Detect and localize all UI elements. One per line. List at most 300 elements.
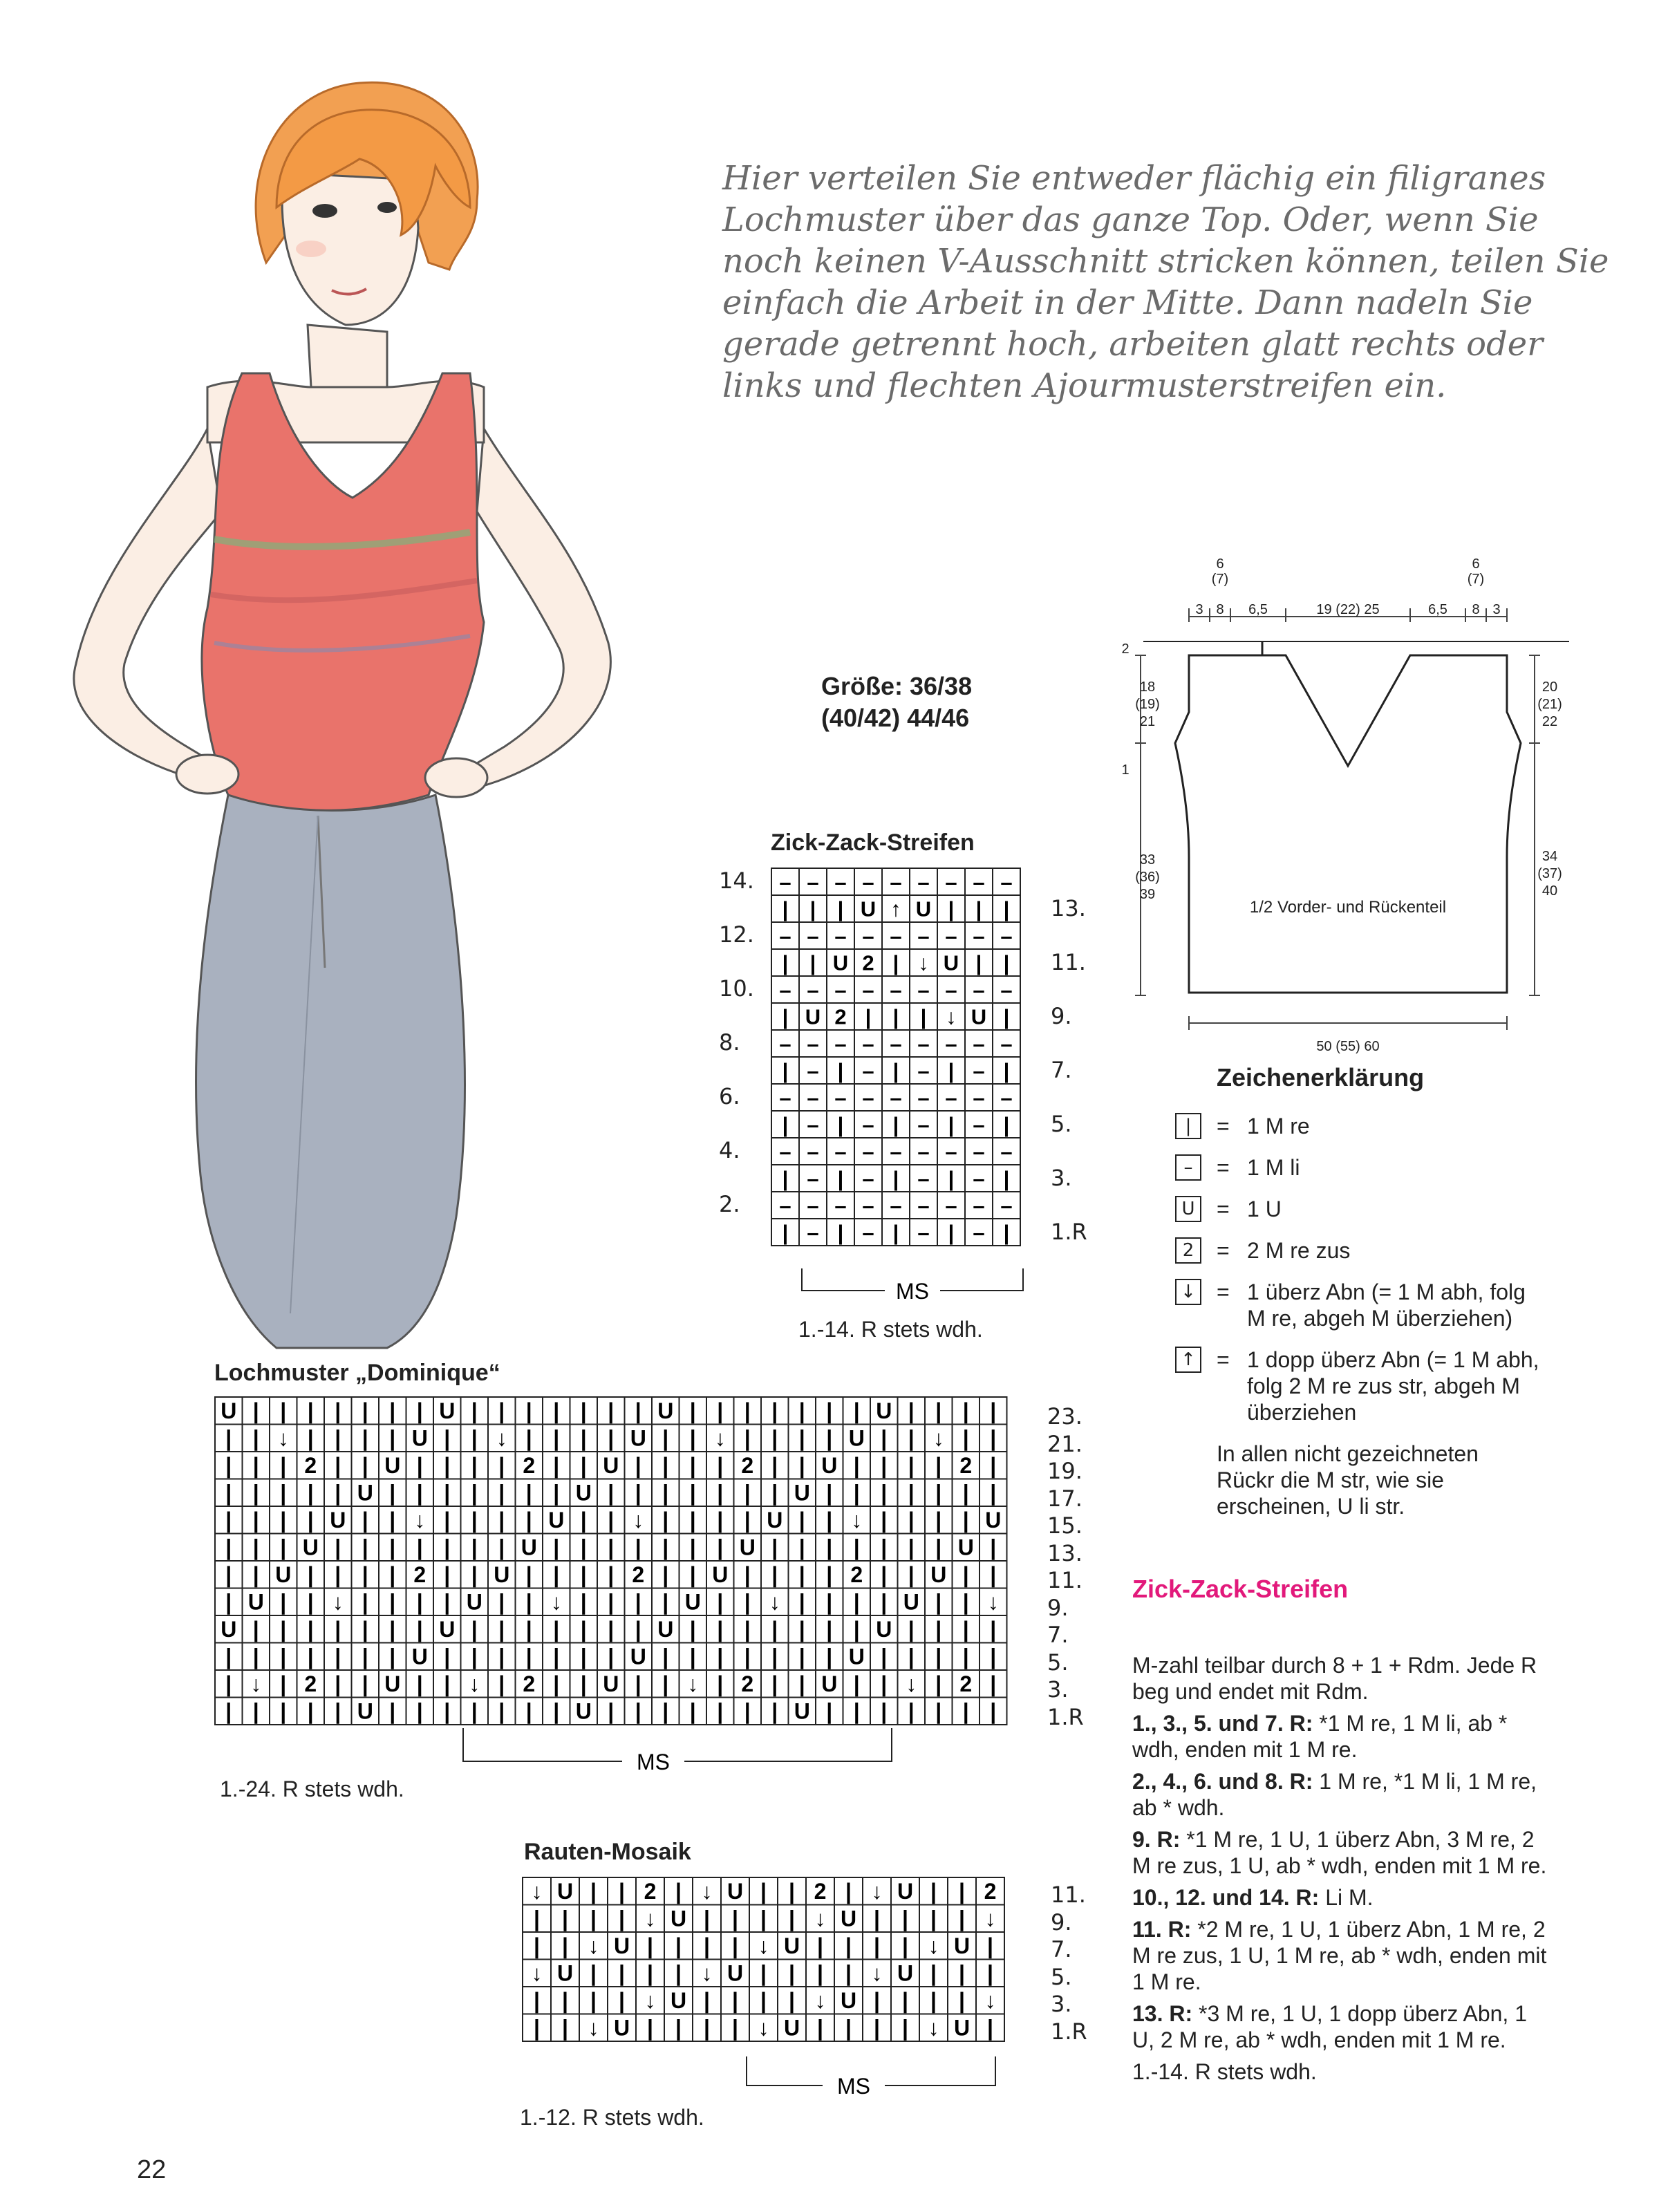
chart-symbol: U (556, 1960, 574, 1986)
chart-symbol: | (798, 1616, 805, 1642)
chart-symbol: | (498, 1644, 505, 1669)
chart-symbol: | (990, 1562, 997, 1587)
chart-symbol: | (1003, 1220, 1010, 1245)
chart-symbol: U (302, 1535, 319, 1560)
chart-symbol: | (335, 1698, 341, 1724)
legend-item: ↑ = 1 dopp überz Abn (= 1 M abh, folg 2 M re zus str, abgeh M überziehen (1175, 1347, 1548, 1425)
chart-symbol: ↓ (984, 1987, 996, 2013)
chart-symbol: U (439, 1398, 456, 1423)
chart-symbol: – (834, 977, 847, 1002)
chart-symbol: U (548, 1507, 565, 1533)
chart-symbol: U (832, 950, 849, 975)
chart-symbol: | (580, 1452, 587, 1478)
chart-symbol: | (225, 1644, 232, 1669)
chart-symbol: – (973, 1193, 985, 1218)
chart-symbol: | (987, 1933, 993, 1958)
chart-symbol: – (945, 1139, 957, 1164)
chart-symbol: 2 (523, 1671, 536, 1696)
loch-right-label: 5. (1047, 1649, 1069, 1676)
chart-symbol: U (411, 1644, 428, 1669)
knit-stitch-icon: | (1175, 1113, 1201, 1139)
chart-symbol: – (917, 977, 930, 1002)
loch-right-label: 9. (1047, 1594, 1069, 1621)
chart-symbol: | (553, 1616, 560, 1642)
chart-symbol: | (962, 1698, 969, 1724)
chart-symbol: – (862, 1193, 874, 1218)
chart-symbol: | (225, 1507, 232, 1533)
chart-symbol: 2 (741, 1671, 754, 1696)
chart-symbol: | (580, 1671, 587, 1696)
chart-symbol: | (853, 1616, 860, 1642)
chart-symbol: – (973, 977, 985, 1002)
chart-symbol: ↓ (851, 1507, 863, 1533)
chart-symbol: | (562, 1906, 568, 1931)
chart-symbol: | (525, 1507, 532, 1533)
chart-symbol: | (675, 1960, 682, 1986)
chart-symbol: | (990, 1535, 997, 1560)
legend-text: 1 M li (1247, 1155, 1300, 1180)
chart-symbol: | (782, 1166, 789, 1191)
chart-symbol: | (580, 1616, 587, 1642)
chart-symbol: | (444, 1452, 451, 1478)
chart-symbol: – (1000, 1085, 1013, 1110)
chart-symbol: | (280, 1535, 287, 1560)
chart-symbol: – (945, 1193, 957, 1218)
chart-symbol: – (779, 870, 791, 894)
chart-symbol: | (362, 1452, 368, 1478)
chart-symbol: – (779, 1193, 791, 1218)
chart-symbol: | (798, 1671, 805, 1696)
zick-right-label: 13. (1051, 895, 1086, 921)
chart-symbol: | (902, 1987, 908, 2013)
raut-ms-bracket (740, 2056, 1002, 2098)
chart-symbol: | (853, 1535, 860, 1560)
row-text: *3 M re, 1 U, 1 dopp überz Abn, 1 U, 2 M re, ab * wdh, enden mit 1 M re. (1132, 2001, 1527, 2052)
chart-symbol: ↓ (906, 1671, 917, 1696)
chart-symbol: | (662, 1644, 669, 1669)
chart-symbol: | (225, 1480, 232, 1506)
chart-symbol: 2 (644, 1878, 657, 1904)
chart-symbol: | (225, 1698, 232, 1724)
chart-symbol: U (848, 1425, 865, 1451)
zick-left-label: 8. (719, 1029, 740, 1056)
chart-symbol: | (525, 1480, 532, 1506)
chart-symbol: – (890, 977, 902, 1002)
page-number: 22 (137, 2155, 167, 2184)
chart-symbol: – (834, 1139, 847, 1164)
chart-symbol: | (525, 1698, 532, 1724)
chart-symbol: | (534, 2015, 540, 2041)
chart-symbol: U (821, 1671, 838, 1696)
chart-symbol: | (948, 1058, 955, 1083)
chart-symbol: U (613, 2015, 630, 2041)
instruction-row (1132, 2000, 1547, 2053)
purl-stitch-icon: – (1175, 1154, 1201, 1181)
chart-symbol: U (357, 1698, 373, 1724)
chart-symbol: | (252, 1452, 259, 1478)
chart-symbol: – (1000, 870, 1013, 894)
chart-symbol: | (760, 1987, 767, 2013)
chart-symbol: | (662, 1425, 669, 1451)
chart-symbol: | (837, 897, 844, 921)
chart-symbol: | (335, 1616, 341, 1642)
row-text: *1 M re, 1 M li, ab * wdh, enden mit 1 M re. (1132, 1711, 1508, 1762)
chart-symbol: | (959, 1906, 965, 1931)
chart-symbol: | (744, 1589, 751, 1615)
chart-symbol: | (717, 1398, 724, 1423)
chart-symbol: | (782, 1058, 789, 1083)
chart-symbol: | (471, 1535, 478, 1560)
chart-symbol: | (990, 1616, 997, 1642)
chart-symbol: | (389, 1507, 396, 1533)
chart-symbol: ↓ (928, 1933, 939, 1958)
chart-symbol: | (498, 1589, 505, 1615)
chart-symbol: ↓ (632, 1507, 644, 1533)
chart-symbol: | (987, 2015, 993, 2041)
raut-right-label: 5. (1051, 1963, 1072, 1990)
chart-symbol: U (840, 1906, 857, 1931)
chart-symbol: | (280, 1452, 287, 1478)
instructions-title: Zick-Zack-Streifen (1132, 1575, 1349, 1603)
chart-symbol: | (416, 1589, 423, 1615)
chart-symbol: U (275, 1562, 292, 1587)
chart-symbol: U (575, 1480, 592, 1506)
chart-symbol: U (727, 1878, 744, 1904)
chart-symbol: | (930, 1906, 937, 1931)
chart-symbol: | (908, 1398, 915, 1423)
chart-symbol: U (971, 1004, 987, 1029)
chart-symbol: | (760, 1906, 767, 1931)
chart-symbol: | (471, 1480, 478, 1506)
chart-symbol: | (553, 1480, 560, 1506)
chart-symbol: ↓ (469, 1671, 480, 1696)
chart-symbol: U (794, 1480, 810, 1506)
chart-symbol: | (608, 1480, 615, 1506)
loch-right-labels (1047, 1403, 1096, 1731)
chart-symbol: | (962, 1480, 969, 1506)
chart-symbol: | (280, 1644, 287, 1669)
chart-symbol: U (957, 1535, 974, 1560)
zick-left-label: 14. (719, 868, 754, 894)
chart-symbol: | (771, 1562, 778, 1587)
chart-symbol: U (953, 1933, 971, 1958)
raut-ms-label: MS (837, 2074, 870, 2099)
chart-symbol: | (280, 1698, 287, 1724)
schem-panel-label: 1/2 Vorder- und Rückenteil (1249, 898, 1447, 917)
chart-symbol: | (975, 950, 982, 975)
chart-symbol: U (739, 1535, 756, 1560)
chart-symbol: – (973, 924, 985, 948)
schem-left-39: 39 (1139, 887, 1156, 902)
chart-symbol: – (917, 1193, 930, 1218)
chart-symbol: | (362, 1507, 368, 1533)
chart-symbol: | (789, 1987, 795, 2013)
loch-right-label: 11. (1047, 1567, 1082, 1593)
chart-symbol: | (935, 1398, 942, 1423)
chart-symbol: | (853, 1671, 860, 1696)
chart-symbol: | (662, 1452, 669, 1478)
zick-right-labels (1051, 895, 1099, 1273)
chart-symbol: 2 (834, 1004, 847, 1029)
chart-symbol: ↓ (644, 1987, 656, 2013)
zick-ms-label: MS (896, 1279, 929, 1304)
chart-symbol: U (221, 1616, 237, 1642)
raut-repeat-note: 1.-12. R stets wdh. (520, 2105, 704, 2130)
chart-symbol: | (935, 1480, 942, 1506)
chart-symbol: U (575, 1698, 592, 1724)
schem-top-7b: (7) (1467, 572, 1485, 587)
row-text: 1 M re, *1 M li, 1 M re, ab * wdh. (1132, 1769, 1537, 1820)
chart-symbol: – (779, 1031, 791, 1056)
zick-left-label: 4. (719, 1137, 740, 1163)
chart-symbol: | (892, 1220, 899, 1245)
chart-symbol: – (862, 1112, 874, 1137)
chart-symbol: | (1003, 897, 1010, 921)
instruction-row (1132, 1768, 1547, 1821)
chart-symbol: | (416, 1535, 423, 1560)
chart-symbol: | (826, 1616, 833, 1642)
chart-symbol: | (704, 1987, 710, 2013)
chart-symbol: – (862, 870, 874, 894)
chart-symbol: U (985, 1507, 1002, 1533)
instruction-row (1132, 1826, 1547, 1879)
chart-symbol: | (782, 1220, 789, 1245)
chart-symbol: | (635, 1616, 641, 1642)
chart-symbol: – (807, 1220, 819, 1245)
chart-symbol: | (853, 1480, 860, 1506)
chart-symbol: – (945, 924, 957, 948)
chart-symbol: ↓ (701, 1878, 713, 1904)
chart-symbol: – (1000, 1139, 1013, 1164)
chart-symbol: | (498, 1452, 505, 1478)
chart-symbol: ↓ (414, 1507, 426, 1533)
chart-symbol: | (902, 1906, 908, 1931)
chart-symbol: | (498, 1616, 505, 1642)
chart-symbol: | (771, 1398, 778, 1423)
chart-symbol: | (935, 1644, 942, 1669)
chart-symbol: | (744, 1562, 751, 1587)
chart-symbol: | (826, 1507, 833, 1533)
chart-symbol: | (892, 950, 899, 975)
chart-symbol: U (727, 1960, 744, 1986)
schem-top-65b: 6,5 (1428, 602, 1447, 617)
chart-symbol: | (962, 1507, 969, 1533)
chart-symbol: | (892, 1112, 899, 1137)
chart-symbol: | (389, 1480, 396, 1506)
chart-symbol: | (826, 1398, 833, 1423)
chart-symbol: | (389, 1644, 396, 1669)
chart-symbol: ↓ (714, 1425, 726, 1451)
schem-left-2: 2 (1121, 641, 1130, 657)
row-label: 1., 3., 5. und 7. R: (1132, 1711, 1313, 1736)
zick-left-labels (719, 868, 760, 1245)
chart-symbol: U (794, 1698, 810, 1724)
schem-left-18: 18 (1139, 679, 1156, 695)
chart-symbol: – (973, 1139, 985, 1164)
chart-symbol: | (252, 1562, 259, 1587)
instructions-intro: M-zahl teilbar durch 8 + 1 + Rdm. Jede R beg und endet mit Rdm. (1132, 1653, 1537, 1704)
chart-symbol: | (908, 1698, 915, 1724)
chart-symbol: | (744, 1480, 751, 1506)
chart-symbol: U (805, 1004, 821, 1029)
zick-left-label: 2. (719, 1191, 740, 1217)
chart-symbol: | (647, 1960, 653, 1986)
chart-symbol: | (307, 1507, 314, 1533)
chart-symbol: | (744, 1507, 751, 1533)
zick-right-label: 3. (1051, 1165, 1072, 1191)
chart-symbol: | (908, 1535, 915, 1560)
chart-symbol: | (959, 1987, 965, 2013)
chart-symbol: | (744, 1616, 751, 1642)
chart-symbol: | (335, 1562, 341, 1587)
chart-symbol: | (948, 1112, 955, 1137)
chart-symbol: | (744, 1698, 751, 1724)
chart-symbol: U (897, 1878, 914, 1904)
chart-symbol: ↓ (984, 1906, 996, 1931)
chart-symbol: | (771, 1452, 778, 1478)
chart-symbol: | (782, 950, 789, 975)
chart-symbol: | (590, 1878, 597, 1904)
chart-symbol: | (307, 1589, 314, 1615)
chart-symbol: | (662, 1671, 669, 1696)
chart-symbol: – (862, 1058, 874, 1083)
chart-symbol: U (603, 1671, 619, 1696)
chart-symbol: – (973, 1031, 985, 1056)
chart-symbol: | (335, 1425, 341, 1451)
chart-symbol: | (744, 1398, 751, 1423)
chart-symbol: | (580, 1535, 587, 1560)
chart-symbol: | (471, 1562, 478, 1587)
chart-symbol: | (252, 1698, 259, 1724)
chart-symbol: | (826, 1589, 833, 1615)
chart-symbol: U (221, 1398, 237, 1423)
chart-symbol: | (498, 1671, 505, 1696)
chart-symbol: | (225, 1535, 232, 1560)
row-text: *2 M re, 1 U, 1 überz Abn, 1 M re, 2 M re zus, 1 U, 1 M re, ab * wdh, enden mit 1 M re. (1132, 1917, 1547, 1994)
loch-right-label: 15. (1047, 1512, 1082, 1539)
chart-symbol: | (647, 2015, 653, 2041)
chart-symbol: | (948, 1220, 955, 1245)
chart-symbol: | (608, 1507, 615, 1533)
chart-symbol: | (553, 1671, 560, 1696)
rauten-title: Rauten-Mosaik (524, 1839, 691, 1865)
chart-symbol: | (959, 1960, 965, 1986)
chart-symbol: | (771, 1644, 778, 1669)
chart-symbol: U (494, 1562, 510, 1587)
chart-symbol: | (948, 897, 955, 921)
chart-symbol: | (990, 1398, 997, 1423)
chart-symbol: | (416, 1671, 423, 1696)
chart-symbol: – (779, 977, 791, 1002)
chart-symbol: | (525, 1589, 532, 1615)
chart-symbol: | (608, 1616, 615, 1642)
chart-symbol: | (608, 1535, 615, 1560)
chart-symbol: – (890, 870, 902, 894)
chart-symbol: | (935, 1698, 942, 1724)
chart-symbol: | (990, 1452, 997, 1478)
chart-symbol: | (962, 1644, 969, 1669)
chart-symbol: U (943, 950, 959, 975)
chart-symbol: 2 (304, 1452, 317, 1478)
chart-symbol: | (704, 1906, 710, 1931)
chart-symbol: | (689, 1425, 696, 1451)
schem-top-3a: 3 (1195, 602, 1203, 617)
chart-symbol: | (647, 1933, 653, 1958)
schem-left-21: 21 (1139, 714, 1156, 729)
chart-symbol: – (807, 977, 819, 1002)
chart-symbol: | (809, 897, 816, 921)
size-line-1: Größe: 36/38 (821, 672, 973, 700)
chart-symbol: U (930, 1562, 947, 1587)
chart-symbol: | (920, 1004, 927, 1029)
chart-symbol: – (890, 924, 902, 948)
rauten-chart-grid (522, 1877, 1033, 2056)
chart-symbol: | (662, 1535, 669, 1560)
chart-symbol: ↓ (531, 1878, 543, 1904)
chart-symbol: | (962, 1425, 969, 1451)
chart-symbol: – (973, 870, 985, 894)
chart-symbol: | (760, 1878, 767, 1904)
chart-symbol: | (845, 1960, 852, 1986)
schem-right-40: 40 (1541, 883, 1558, 899)
chart-symbol: 2 (959, 1452, 973, 1478)
chart-symbol: | (416, 1616, 423, 1642)
chart-symbol: | (662, 1589, 669, 1615)
chart-symbol: | (362, 1398, 368, 1423)
size-line-2: (40/42) 44/46 (821, 704, 970, 732)
chart-symbol: – (945, 977, 957, 1002)
chart-symbol: | (389, 1425, 396, 1451)
chart-symbol: | (789, 1878, 795, 1904)
chart-symbol: ↓ (814, 1906, 826, 1931)
chart-symbol: | (874, 1987, 880, 2013)
chart-symbol: | (935, 1535, 942, 1560)
chart-symbol: – (834, 870, 847, 894)
chart-symbol: – (807, 1085, 819, 1110)
chart-symbol: | (389, 1698, 396, 1724)
chart-symbol: | (689, 1616, 696, 1642)
chart-symbol: | (717, 1452, 724, 1478)
chart-symbol: | (525, 1398, 532, 1423)
chart-symbol: ↓ (871, 1878, 883, 1904)
chart-symbol: | (789, 1960, 795, 1986)
chart-symbol: | (845, 1933, 852, 1958)
zick-chart-title: Zick-Zack-Streifen (771, 830, 975, 856)
chart-symbol: | (252, 1480, 259, 1506)
chart-symbol: | (471, 1452, 478, 1478)
chart-symbol: | (225, 1452, 232, 1478)
chart-symbol: – (862, 1166, 874, 1191)
legend-item: – = 1 M li (1175, 1154, 1548, 1181)
chart-symbol: | (704, 2015, 710, 2041)
chart-symbol: | (798, 1562, 805, 1587)
chart-symbol: – (1000, 924, 1013, 948)
zick-right-label: 5. (1051, 1111, 1072, 1137)
chart-symbol: | (635, 1480, 641, 1506)
chart-symbol: – (807, 1058, 819, 1083)
chart-symbol: | (874, 1906, 880, 1931)
chart-symbol: | (817, 1960, 823, 1986)
chart-symbol: | (817, 1933, 823, 1958)
chart-symbol: | (307, 1425, 314, 1451)
chart-symbol: ↓ (644, 1906, 656, 1931)
chart-symbol: U (613, 1933, 630, 1958)
chart-symbol: | (874, 2015, 880, 2041)
schem-top-7a: (7) (1211, 572, 1229, 587)
instruction-row (1132, 1916, 1547, 1995)
chart-symbol: ↓ (687, 1671, 699, 1696)
zick-repeat-note: 1.-14. R stets wdh. (798, 1317, 983, 1342)
